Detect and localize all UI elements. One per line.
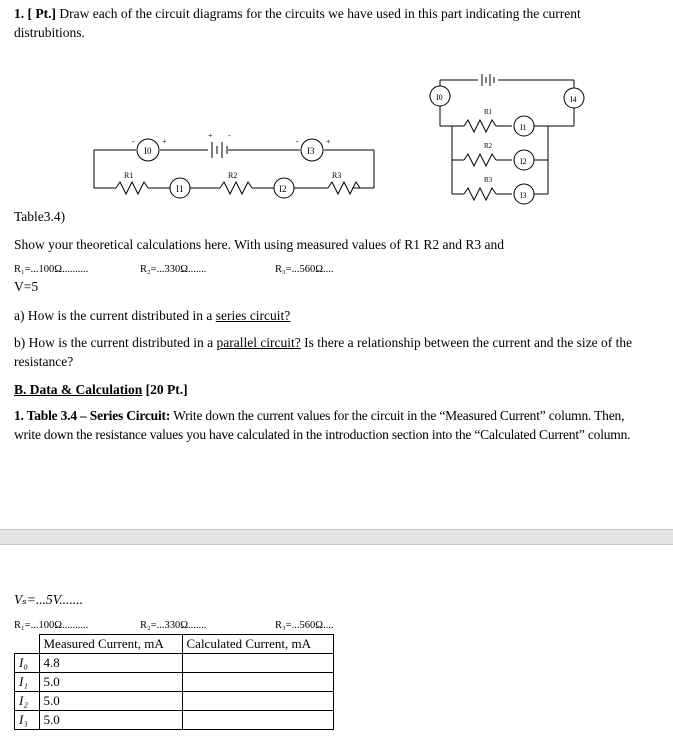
- question-b-text: b) How is the current distributed in a: [14, 335, 217, 350]
- svg-text:+: +: [326, 137, 331, 146]
- p-meter-i0-label: I0: [436, 93, 443, 102]
- task-1: [14, 406, 654, 444]
- row-label: I₁: [15, 673, 40, 692]
- measured-cell: 5.0: [39, 692, 182, 711]
- svg-text:-: -: [132, 137, 135, 146]
- calculated-cell: [182, 673, 333, 692]
- source-voltage: Vₛ=...5V.......: [14, 592, 83, 607]
- series-r3-label: R3: [332, 171, 342, 180]
- question-b: [14, 333, 654, 371]
- measured-cell: 5.0: [39, 673, 182, 692]
- parallel-circuit-link: parallel circuit?: [216, 335, 301, 350]
- page-separator: [0, 529, 673, 545]
- svg-text:-: -: [296, 137, 299, 146]
- row-label: I₂: [15, 692, 40, 711]
- measured-cell: 5.0: [39, 711, 182, 730]
- series-r2-label: R2: [228, 171, 238, 180]
- p-meter-i4-label: I4: [570, 95, 577, 104]
- svg-text:+: +: [208, 131, 213, 140]
- series-circuit-diagram: [88, 126, 388, 216]
- meter-i2-series: [274, 178, 294, 198]
- r3-value-2: R₃=...560Ω....: [275, 620, 334, 631]
- section-b-points: [20 Pt.]: [142, 382, 188, 397]
- question-b-rest: Is there a relationship between the current and the size of the resistance?: [14, 335, 633, 369]
- table-row: [15, 692, 334, 711]
- measured-current-header: Measured Current, mA: [39, 635, 182, 654]
- measured-cell: 4.8: [39, 654, 182, 673]
- calculated-cell: [182, 654, 333, 673]
- series-r1-label: R1: [124, 171, 134, 180]
- meter-i3-parallel: [514, 184, 534, 204]
- calc-intro: Show your theoretical calculations here. With using measured values of R1 R2 and R3 and: [14, 237, 504, 252]
- p-r1-label: R1: [484, 108, 493, 116]
- row-label: I₀: [15, 654, 40, 673]
- meter-i3-label: I3: [307, 146, 315, 156]
- p-meter-i1-label: I1: [520, 123, 527, 132]
- meter-i0-label: I0: [144, 146, 152, 156]
- meter-i0-series: [137, 139, 159, 161]
- r1-value-2: R₁=...100Ω..........: [14, 620, 89, 631]
- task-1-title: 1. Table 3.4 – Series Circuit:: [14, 408, 171, 423]
- calculated-current-header: Calculated Current, mA: [182, 635, 333, 654]
- table-row: [15, 673, 334, 692]
- question-a-text: a) How is the current distributed in a: [14, 308, 216, 323]
- table-row: [15, 654, 334, 673]
- parallel-circuit-diagram: [428, 70, 588, 210]
- question-a: [14, 306, 290, 325]
- meter-i4-parallel: [564, 88, 584, 108]
- p-meter-i2-label: I2: [520, 157, 527, 166]
- p-r2-label: R2: [484, 142, 493, 150]
- question-1: [14, 4, 654, 42]
- task-1-text: Write down the current values for the circuit in the “Measured Current” column. Then, write down the resistance values you have calculated in the introduction section into the “Calculated Current” column.: [14, 408, 631, 442]
- calculated-cell: [182, 711, 333, 730]
- meter-i3-series: [301, 139, 323, 161]
- voltage-value: V=5: [14, 279, 39, 294]
- table-row: [15, 711, 334, 730]
- svg-text:+: +: [162, 137, 167, 146]
- r1-value: R₁=...100Ω..........: [14, 264, 89, 275]
- series-circuit-link: series circuit?: [215, 308, 291, 323]
- meter-i2-label: I2: [279, 184, 287, 194]
- r2-value-2: R₂=...330Ω.......: [140, 620, 207, 631]
- svg-text:-: -: [228, 131, 231, 140]
- section-b-heading: [14, 380, 188, 399]
- meter-i1-parallel: [514, 116, 534, 136]
- row-label: I₃: [15, 711, 40, 730]
- p-meter-i3-label: I3: [520, 191, 527, 200]
- meter-i1-series: [170, 178, 190, 198]
- meter-i1-label: I1: [176, 184, 184, 194]
- section-b-title: B. Data & Calculation: [14, 382, 143, 397]
- p-r3-label: R3: [484, 176, 493, 184]
- series-circuit-table: [14, 634, 334, 730]
- r3-value: R₃=...560Ω....: [275, 264, 334, 275]
- table-label: Table3.4): [14, 209, 66, 224]
- meter-i0-parallel: [430, 86, 450, 106]
- meter-i2-parallel: [514, 150, 534, 170]
- calculated-cell: [182, 692, 333, 711]
- table-header-row: [15, 635, 334, 654]
- question-1-number: 1. [ Pt.]: [14, 6, 56, 21]
- r2-value: R₂=...330Ω.......: [140, 264, 207, 275]
- question-1-text: Draw each of the circuit diagrams for the circuits we have used in this part indicating the current distrubitions.: [14, 6, 581, 40]
